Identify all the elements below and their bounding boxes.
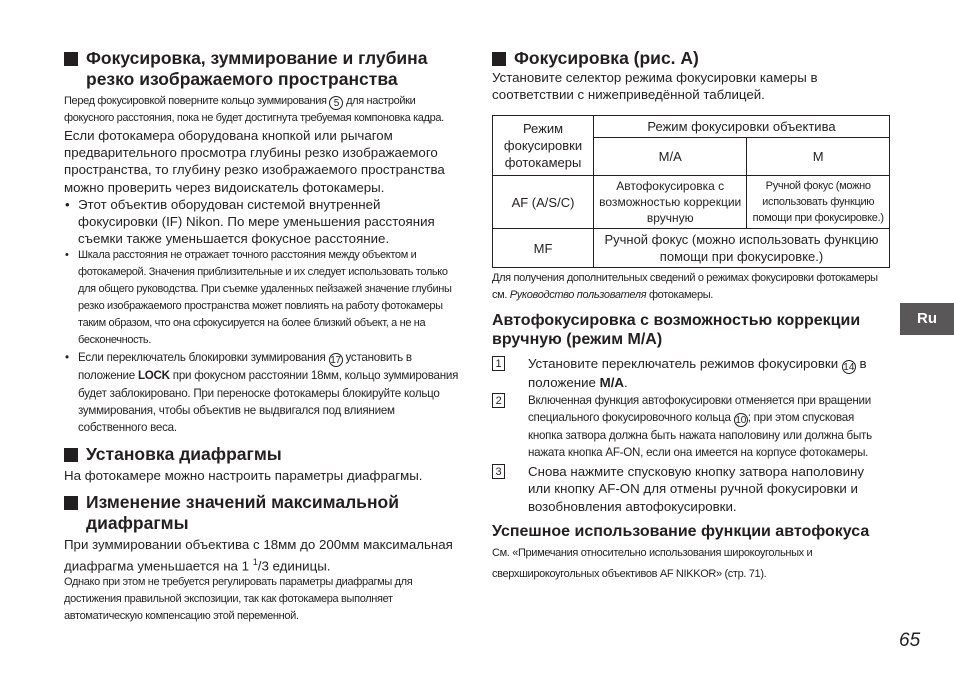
- dof-preview-paragraph: Если фотокамера оборудована кнопкой или рычагом предварительного просмотра глубины резко изображаемого пространства, то глубину резко изображаемого пространства можно проверить через видоискатель фотокамеры.: [64, 128, 445, 195]
- aperture-paragraph: На фотокамере можно настроить параметры диафрагмы.: [64, 468, 423, 484]
- column-header-ma: M/A: [594, 138, 747, 176]
- lock-label: LOCK: [137, 369, 170, 383]
- column-header-m: M: [747, 138, 890, 176]
- subheading-af-tips: Успешное использование функции автофокуса: [492, 522, 870, 540]
- lens-mode-header: Режим фокусировки объектива: [594, 116, 890, 138]
- table-cell-mf: Ручной фокус (можно использовать функцию помощи при фокусировке.): [594, 229, 890, 268]
- row-header-mf: MF: [493, 229, 594, 268]
- list-item: • Если переключатель блокировки зуммирования 17 установить в положение LOCK при фокусном расстоянии 18мм, кольцо зуммирования будет заблокировано. При переноске фотокамеры блокируйте кольцо зуммирования, чтобы объектив не выдвигался под влиянием собственного веса.: [65, 351, 459, 435]
- table-cell-af-ma: Автофокусировка с возможностью коррекции вручную: [594, 176, 747, 229]
- list-item: • Этот объектив оборудован системой внутренней фокусировки (IF) Nikon. По мере уменьшения расстояния съемки также уменьшается фокусное расстояние.: [65, 196, 435, 247]
- table-cell-af-m: Ручной фокус (можно использовать функцию помощи при фокусировке.): [747, 176, 890, 229]
- step-2: 2 Включенная функция автофокусировки отменяется при вращении специального фокусировочного кольца 10 ; при этом спусковая кнопка затвора должна быть нажата наполовину или должна быть нажата кнопка AF-ON, если она имеется на корпусе фотокамеры.: [492, 392, 890, 462]
- square-bullet-icon: [64, 52, 78, 66]
- step-1: 1 Установите переключатель режимов фокусировки 14 в положение M/A.: [492, 355, 890, 391]
- focus-selector-paragraph: Установите селектор режима фокусировки камеры в соответствии с нижеприведённой таблицей.: [492, 70, 818, 103]
- section-heading-max-aperture: Изменение значений максимальной диафрагмы: [64, 492, 462, 534]
- section-heading-focus-zoom: Фокусировка, зуммирование и глубина резко изображаемого пространства: [64, 48, 462, 90]
- af-tips-paragraph: См. «Примечания относительно использования широкоугольных и сверхширокоугольных объективов AF NIKKOR» (стр. 71).: [492, 546, 813, 580]
- zoom-ring-note: Перед фокусировкой поверните кольцо зуммирования 5 для настройки фокусного расстояния, пока не будет достигнута требуемая компоновка кадра.: [64, 95, 444, 124]
- callout-number-14: 14: [843, 362, 855, 374]
- step-3: 3 Снова нажмите спусковую кнопку затвора наполовину или кнопку AF-ON для отмены ручной фокусировки и возобновления автофокусировки.: [492, 463, 890, 515]
- square-bullet-icon: [64, 448, 78, 462]
- table-corner-cell: Режим фокусировки фотокамеры: [493, 116, 594, 176]
- page-number: 65: [899, 630, 921, 651]
- callout-number-10: 10: [735, 414, 747, 426]
- exposure-note: Однако при этом не требуется регулировать параметры диафрагмы для достижения правильной экспозиции, так как фотокамера выполняет автоматическую компенсацию этой переменной.: [64, 576, 413, 623]
- section-heading-focus-a: Фокусировка (рис. A): [492, 48, 890, 69]
- square-bullet-icon: [64, 496, 78, 510]
- focus-mode-table: [492, 115, 890, 268]
- section-heading-aperture: Установка диафрагмы: [64, 444, 462, 465]
- max-aperture-paragraph: При зуммировании объектива с 18мм до 200мм максимальная диафрагма уменьшается на 1 $^1$/3 единицы.: [64, 537, 453, 574]
- list-item: • Шкала расстояния не отражает точного расстояния между объектом и фотокамерой. Значения приблизительные и их следует использовать только для общего руководства. При съемке удаленных пейзажей значение глубины резко изображаемого пространства может повлиять на работу фотокамеры таким образом, что она сфокусируется на более близкий объект, а не на бесконечность.: [65, 249, 452, 347]
- subheading-ma-mode: Автофокусировка с возможностью коррекции вручную (режим M/A): [492, 312, 861, 349]
- manual-reference-note: Для получения дополнительных сведений о режимах фокусировки фотокамеры см. Руководство пользователя фотокамеры.: [492, 272, 878, 302]
- row-header-af: AF (A/S/C): [493, 176, 594, 229]
- left-column: [64, 48, 462, 625]
- square-bullet-icon: [492, 52, 506, 66]
- callout-number-17: 17: [330, 355, 341, 367]
- language-tab: Ru: [900, 303, 954, 335]
- right-column: [492, 48, 890, 585]
- callout-number-5: 5: [329, 96, 343, 110]
